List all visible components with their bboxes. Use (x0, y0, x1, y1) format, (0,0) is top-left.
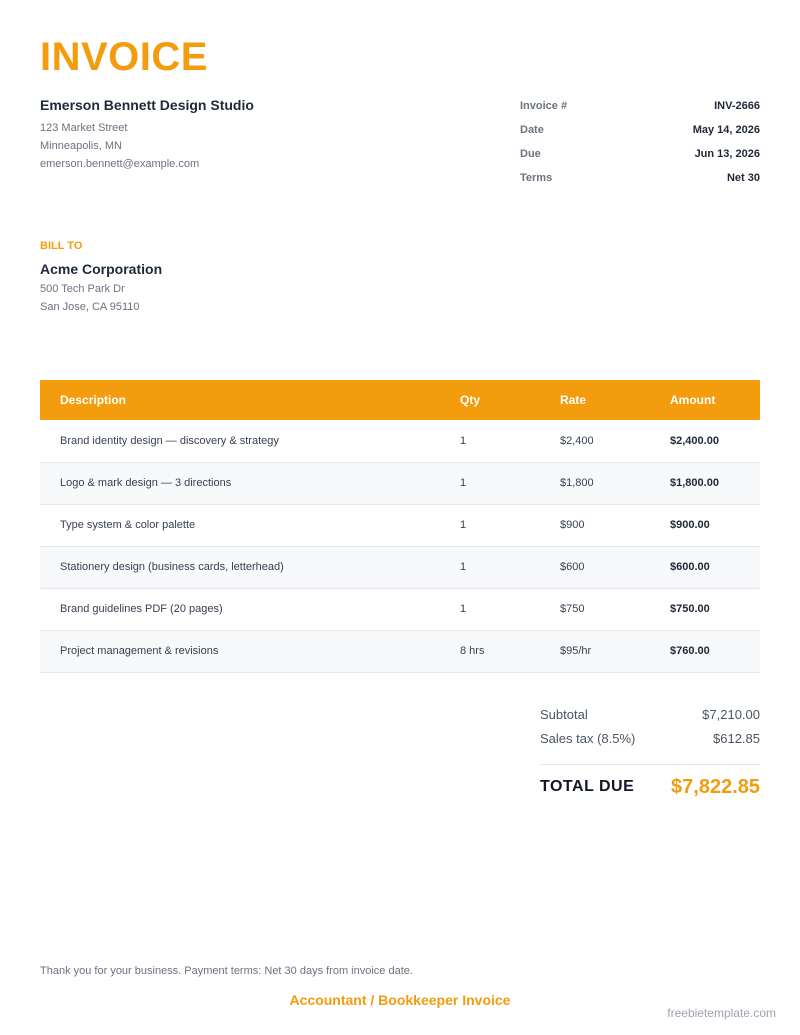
sender-street: 123 Market Street (40, 122, 128, 134)
client-street: 500 Tech Park Dr (40, 283, 125, 295)
meta-value: May 14, 2026 (692, 124, 760, 136)
meta-label: Invoice # (520, 100, 568, 112)
item-rate: $600 (560, 546, 670, 588)
meta-row-terms (520, 169, 760, 193)
header-qty: Qty (460, 380, 560, 420)
item-amount: $600.00 (670, 546, 760, 588)
subtotal-label: Subtotal (540, 707, 588, 722)
totals-block (540, 705, 760, 809)
item-rate: $2,400 (560, 420, 670, 462)
item-description: Logo & mark design — 3 directions (40, 462, 460, 504)
item-qty: 1 (460, 546, 560, 588)
table-row (40, 546, 760, 588)
thank-you-note: Thank you for your business. Payment terms: Net 30 days from invoice date. (40, 965, 413, 977)
item-qty: 8 hrs (460, 630, 560, 672)
total-due-label: TOTAL DUE (540, 778, 635, 795)
item-amount: $900.00 (670, 504, 760, 546)
meta-value: INV-2666 (714, 100, 760, 112)
subtotal-row (540, 705, 760, 729)
sender-email: emerson.bennett@example.com (40, 158, 200, 170)
total-due-value: $7,822.85 (671, 775, 760, 798)
meta-row-date (520, 121, 760, 145)
invoice-title: INVOICE (40, 35, 208, 79)
item-qty: 1 (460, 504, 560, 546)
tax-label: Sales tax (8.5%) (540, 731, 636, 746)
item-amount: $760.00 (670, 630, 760, 672)
table-row (40, 588, 760, 630)
footer-title: Accountant / Bookkeeper Invoice (289, 992, 511, 1008)
item-rate: $750 (560, 588, 670, 630)
invoice-meta (520, 97, 760, 193)
meta-label: Date (520, 124, 544, 136)
client-city: San Jose, CA 95110 (40, 301, 140, 313)
item-rate: $95/hr (560, 630, 670, 672)
item-qty: 1 (460, 588, 560, 630)
table-row (40, 630, 760, 672)
bill-to-label: BILL TO (40, 240, 83, 252)
meta-label: Terms (520, 172, 553, 184)
item-amount: $1,800.00 (670, 462, 760, 504)
sender-name: Emerson Bennett Design Studio (40, 97, 254, 113)
sender-city: Minneapolis, MN (40, 140, 122, 152)
table-row (40, 504, 760, 546)
meta-label: Due (520, 148, 541, 160)
tax-value: $612.85 (713, 731, 760, 746)
meta-row-invoice-number (520, 97, 760, 121)
item-description: Stationery design (business cards, letterhead) (40, 546, 460, 588)
line-items-table (40, 380, 760, 673)
bill-to-block (40, 239, 162, 316)
watermark: freebietemplate.com (667, 1006, 776, 1020)
client-name: Acme Corporation (40, 261, 163, 277)
item-amount: $2,400.00 (670, 420, 760, 462)
item-description: Project management & revisions (40, 630, 460, 672)
header-amount: Amount (670, 380, 760, 420)
item-rate: $900 (560, 504, 670, 546)
header-description: Description (40, 380, 460, 420)
meta-value: Net 30 (726, 172, 760, 184)
item-qty: 1 (460, 420, 560, 462)
meta-value: Jun 13, 2026 (694, 148, 760, 160)
item-description: Type system & color palette (40, 504, 460, 546)
subtotal-value: $7,210.00 (702, 707, 760, 722)
item-amount: $750.00 (670, 588, 760, 630)
table-row (40, 462, 760, 504)
item-description: Brand identity design — discovery & strategy (40, 420, 460, 462)
header-rate: Rate (560, 380, 670, 420)
item-rate: $1,800 (560, 462, 670, 504)
item-description: Brand guidelines PDF (20 pages) (40, 588, 460, 630)
tax-row (540, 729, 760, 753)
table-row (40, 420, 760, 462)
sender-block (40, 97, 254, 173)
meta-row-due (520, 145, 760, 169)
table-header-row (40, 380, 760, 420)
item-qty: 1 (460, 462, 560, 504)
total-due-row (540, 765, 760, 809)
